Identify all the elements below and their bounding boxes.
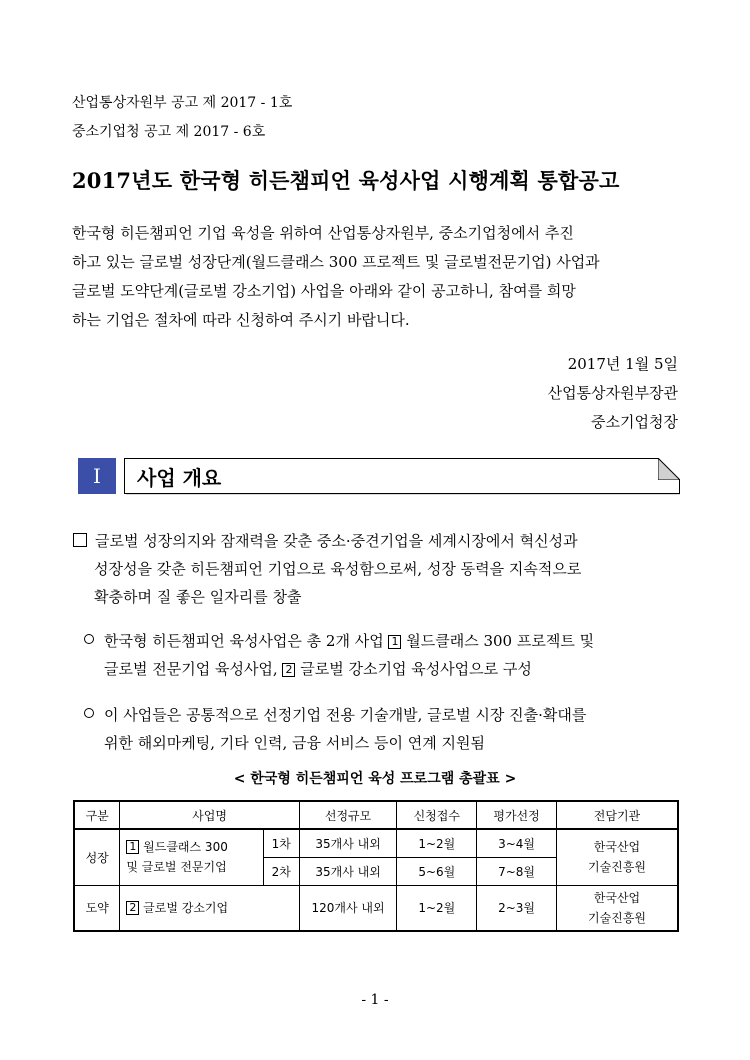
header-program-name: 사업명 [120, 801, 299, 829]
cell-category-leap: 도약 [74, 885, 120, 931]
sign-org-1: 산업통상자원부장관 [547, 384, 678, 402]
document-title: 2017년도 한국형 히든챔피언 육성사업 시행계획 통합공고 [72, 168, 620, 193]
cell-eval-2: 7~8월 [477, 857, 557, 885]
header-category: 구분 [74, 801, 120, 829]
agency-leap-line-1: 한국산업 [593, 890, 641, 905]
growth-name-line-2: 및 글로벌 전문기업 [126, 860, 227, 875]
header-scale: 선정규모 [299, 801, 397, 829]
bullet1-text-c: 글로벌 전문기업 육성사업, [104, 660, 283, 678]
growth-name-line-1: 월드클래스 300 [139, 840, 228, 855]
table-row [74, 885, 678, 931]
agency-growth-line-1: 한국산업 [593, 840, 641, 855]
folded-corner-icon [658, 458, 680, 480]
cell-leap-eval: 2~3월 [477, 885, 557, 931]
cell-growth-name [120, 829, 264, 885]
header-apply: 신청접수 [397, 801, 477, 829]
cell-agency-leap [556, 885, 678, 931]
table-caption: < 한국형 히든챔피언 육성 프로그램 총괄표 > [233, 771, 517, 787]
bullet2-line-2: 위한 해외마케팅, 기타 인력, 금융 서비스 등이 연계 지원됨 [104, 734, 485, 752]
para1-line-3: 확충하며 질 좋은 일자리를 창출 [94, 588, 302, 606]
bullet1-text-a: 한국형 히든챔피언 육성사업은 총 2개 사업 [104, 632, 389, 650]
circle-bullet-icon [84, 708, 94, 718]
agency-leap-line-2: 기술진흥원 [587, 910, 646, 925]
header-agency: 전담기관 [556, 801, 678, 829]
header-eval: 평가선정 [477, 801, 557, 829]
intro-line-1: 한국형 히든챔피언 기업 육성을 위하여 산업통상자원부, 중소기업청에서 추진 [72, 224, 574, 242]
cell-apply-2: 5~6월 [397, 857, 477, 885]
circle-bullet-icon [84, 634, 94, 644]
section-title: 사업 개요 [137, 466, 222, 490]
notice-line-2: 중소기업청 공고 제 2017 - 6호 [72, 124, 266, 140]
number-box-1: 1 [388, 635, 401, 649]
page-number: - 1 - [361, 992, 389, 1008]
para1-line-2: 성장성을 갖춘 히든챔피언 기업으로 육성함으로써, 성장 동력을 지속적으로 [94, 560, 582, 578]
cell-apply-1: 1~2월 [397, 829, 477, 857]
intro-line-4: 하는 기업은 절차에 따라 신청하여 주시기 바랍니다. [72, 311, 410, 329]
bullet2-text-1: 이 사업들은 공통적으로 선정기업 전용 기술개발, 글로벌 시장 진출·확대를 [104, 706, 587, 724]
section-number: I [78, 458, 116, 494]
cell-category-growth: 성장 [74, 829, 120, 885]
para1-text-1: 글로벌 성장의지와 잠재력을 갖춘 중소·중견기업을 세계시장에서 혁신성과 [95, 532, 578, 550]
bullet2-line-1 [84, 704, 586, 725]
para1-line-1 [73, 530, 578, 551]
checkbox-square-icon [73, 533, 87, 547]
number-box-1: 1 [126, 840, 139, 854]
cell-round-1: 1차 [263, 829, 299, 857]
cell-eval-1: 3~4월 [477, 829, 557, 857]
sign-org-2: 중소기업청장 [591, 413, 678, 431]
cell-leap-name [120, 885, 299, 931]
program-summary-table [73, 800, 679, 932]
number-box-2: 2 [126, 901, 139, 915]
leap-name-text: 글로벌 강소기업 [139, 901, 229, 916]
cell-scale-2: 35개사 내외 [299, 857, 397, 885]
intro-line-3: 글로벌 도약단계(글로벌 강소기업) 사업을 아래와 같이 공고하니, 참여를 희망 [72, 282, 576, 300]
cell-round-2: 2차 [263, 857, 299, 885]
notice-line-1: 산업통상자원부 공고 제 2017 - 1호 [72, 95, 293, 111]
cell-agency-growth [556, 829, 678, 885]
bullet1-line-2 [104, 658, 532, 679]
section-header [124, 458, 680, 494]
bullet1-line-1 [84, 630, 594, 651]
table-header-row [74, 801, 678, 829]
agency-growth-line-2: 기술진흥원 [587, 860, 646, 875]
bullet1-text-d: 글로벌 강소기업 육성사업으로 구성 [295, 660, 532, 678]
cell-leap-scale: 120개사 내외 [299, 885, 397, 931]
intro-line-2: 하고 있는 글로벌 성장단계(월드클래스 300 프로젝트 및 글로벌전문기업) 사업과 [72, 253, 600, 271]
table-row [74, 829, 678, 857]
bullet1-text-b: 월드클래스 300 프로젝트 및 [401, 632, 595, 650]
cell-scale-1: 35개사 내외 [299, 829, 397, 857]
number-box-2: 2 [282, 663, 295, 677]
cell-leap-apply: 1~2월 [397, 885, 477, 931]
sign-date: 2017년 1월 5일 [567, 355, 678, 373]
